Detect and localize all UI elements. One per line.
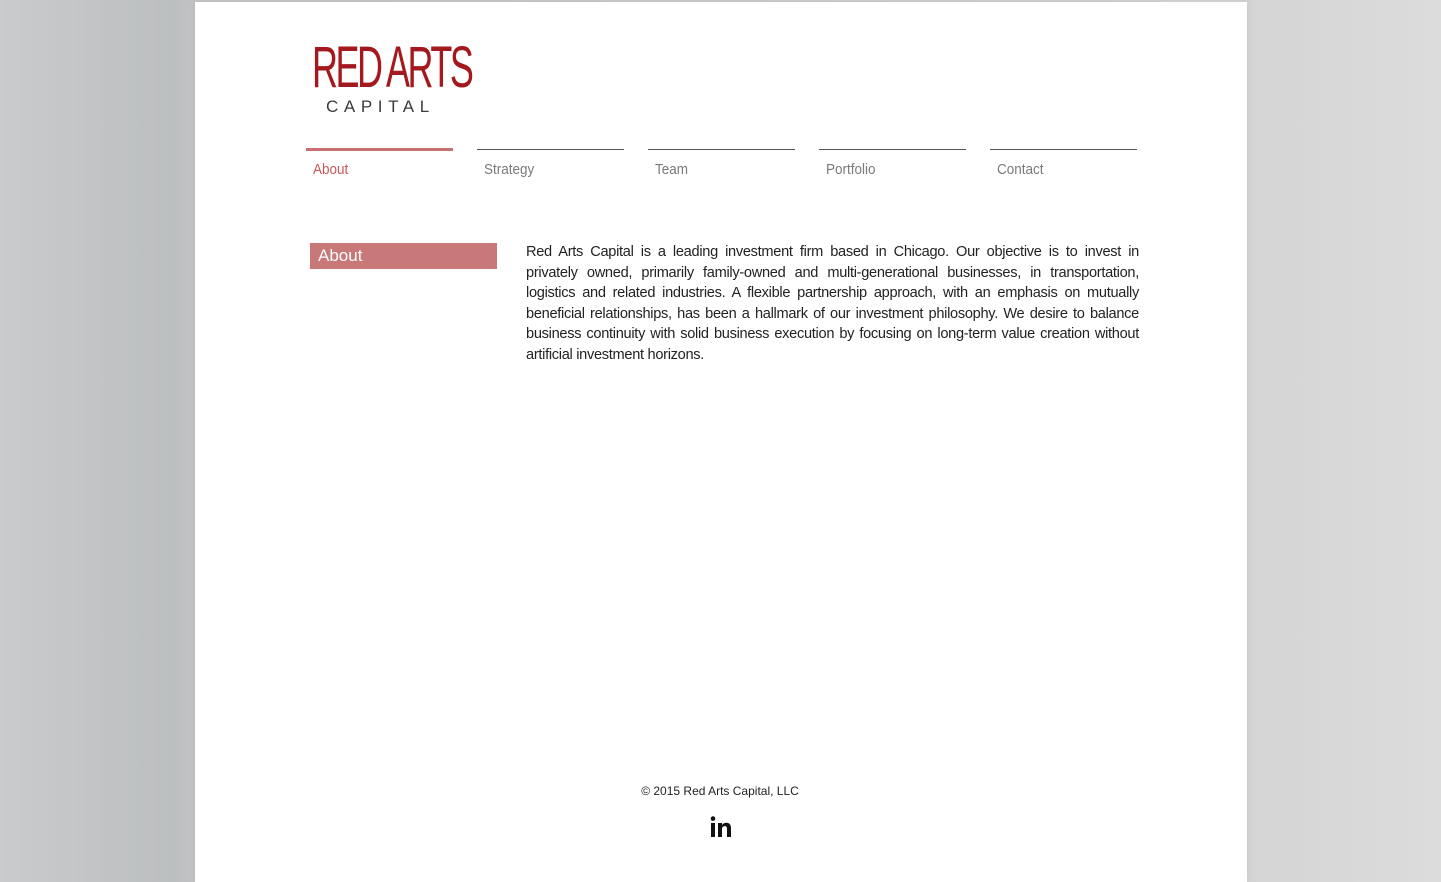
nav-item-about[interactable] [306, 148, 453, 187]
nav-item-portfolio[interactable] [819, 149, 966, 186]
linkedin-icon-glyph [709, 815, 733, 839]
site-logo[interactable] [312, 35, 472, 118]
nav-item-label: Team [655, 161, 689, 178]
logo-subtitle: CAPITAL [326, 97, 435, 116]
nav-item-strategy[interactable] [477, 149, 624, 186]
logo-wordmark: RED ARTS [312, 35, 472, 100]
section-title: About [310, 243, 497, 269]
page [195, 2, 1247, 882]
nav-item-label: Contact [997, 161, 1044, 178]
main-nav [306, 149, 1136, 189]
nav-item-contact[interactable] [990, 149, 1137, 186]
footer-copyright: © 2015 Red Arts Capital, LLC [641, 784, 799, 798]
linkedin-icon[interactable] [709, 815, 733, 839]
nav-item-label: Strategy [484, 161, 535, 178]
nav-item-label: About [313, 161, 349, 178]
about-body-text: Red Arts Capital is a leading investment firm based in Chicago. Our objective is to invest in privately owned, primarily family-owned and multi-generational businesses, in transportation, logistics and related industries. A flexible partnership approach, with an emphasis on mutually beneficial relationships, has been a hallmark of our investment philosophy. We desire to balance business continuity with solid business execution by focusing on long-term value creation without artificial investment horizons. [526, 244, 1139, 363]
nav-item-label: Portfolio [826, 161, 876, 178]
nav-item-team[interactable] [648, 149, 795, 186]
